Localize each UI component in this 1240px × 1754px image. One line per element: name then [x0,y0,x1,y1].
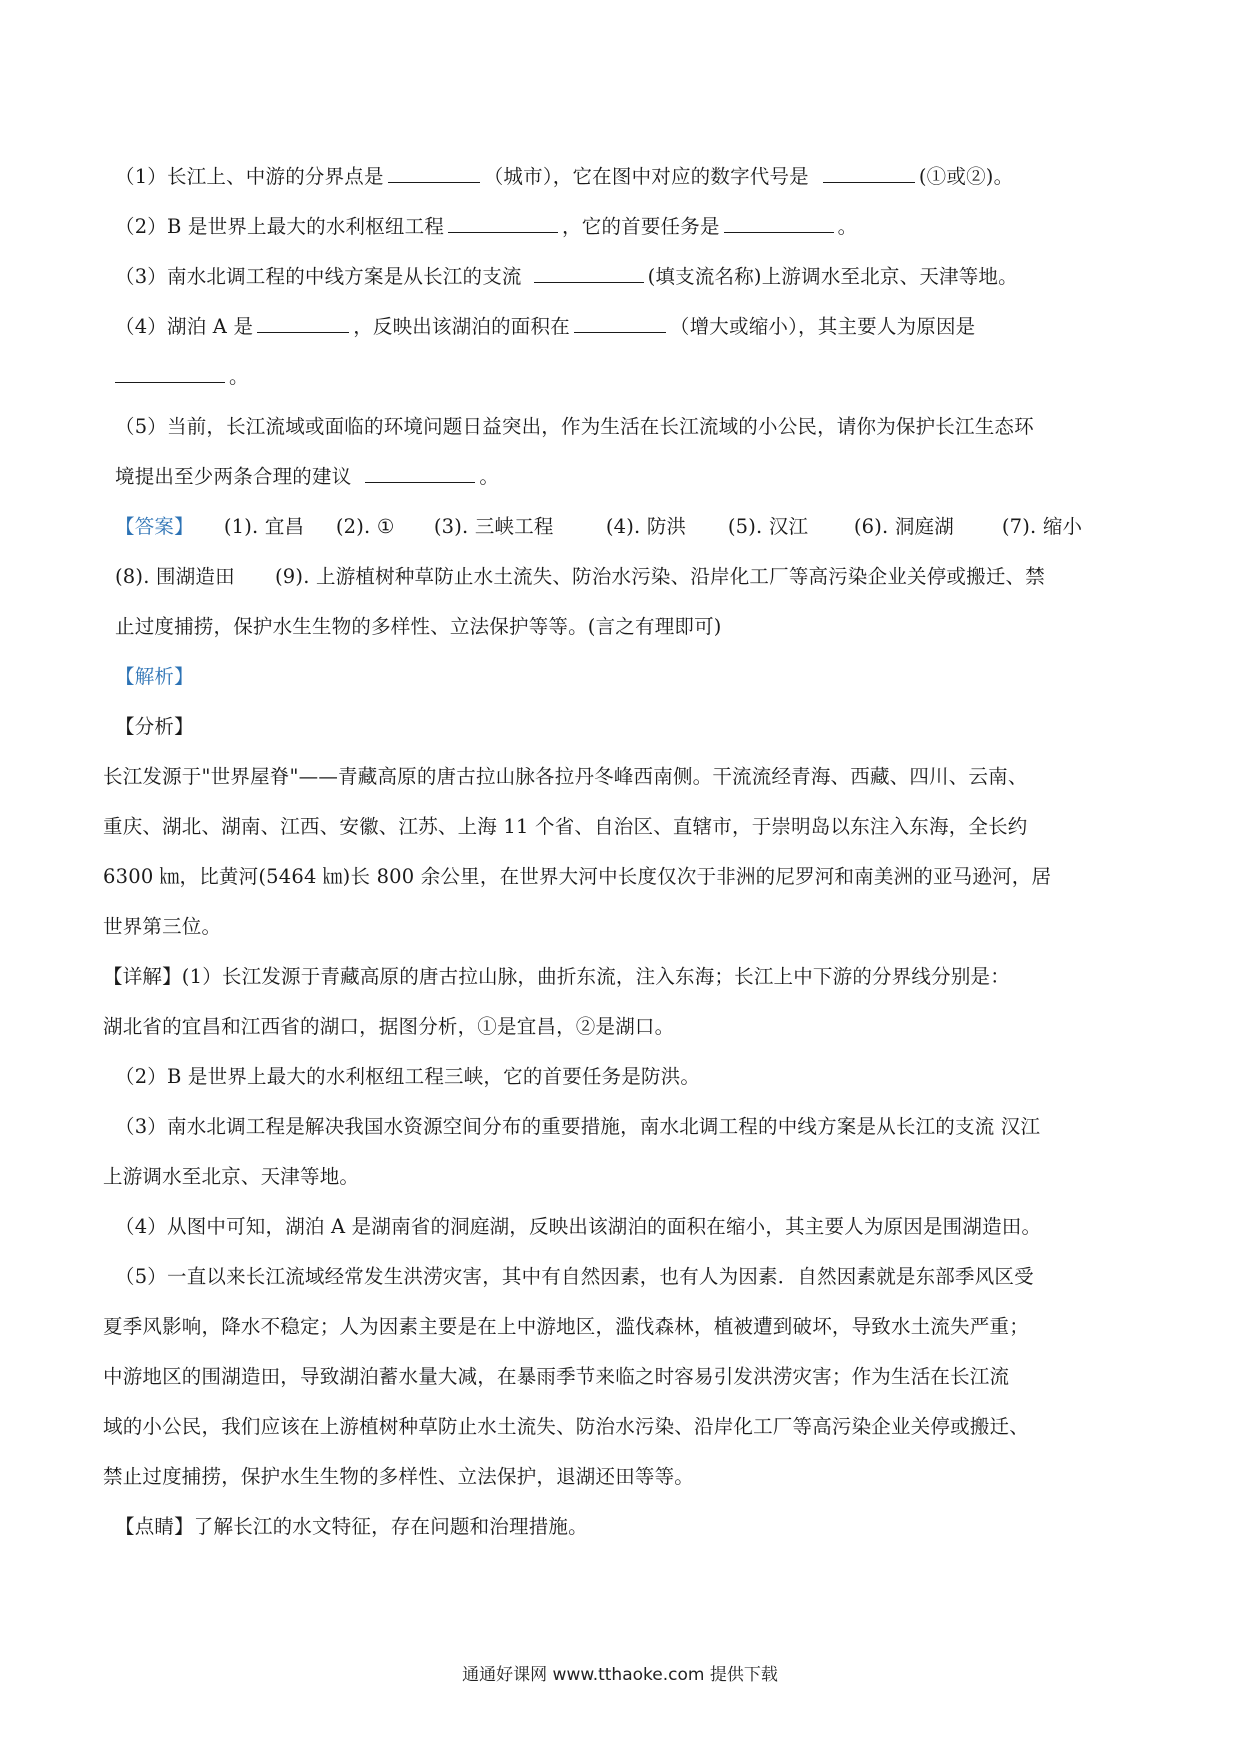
question-4-text: ，反映出该湖泊的面积在 [353,315,570,338]
answer-item: (9). 上游植树种草防止水土流失、防治水污染、沿岸化工厂等高污染企业关停或搬迁、禁 [275,565,1045,588]
question-5-text: 。 [479,465,500,488]
answer-blank [388,160,480,183]
question-1-text: （城市），它在图中对应的数字代号是 [483,165,809,188]
fenxi-line: 重庆、湖北、湖南、江西、安徽、江苏、上海 11 个省、自治区、直辖市，于崇明岛以东注入东海，全长约 [103,815,1028,838]
xiangjie-line: （4）从图中可知，湖泊 A 是湖南省的洞庭湖，反映出该湖泊的面积在缩小，其主要人为原因是围湖造田。 [115,1215,1042,1238]
xiangjie-line: 【详解】(1）长江发源于青藏高原的唐古拉山脉，曲折东流，注入东海；长江上中下游的分界线分别是： [103,965,1010,988]
fenxi-line: 世界第三位。 [103,915,222,938]
question-5 [115,402,1125,452]
question-3-text: （3）南水北调工程的中线方案是从长江的支流 [115,265,522,288]
answer-blank [724,210,834,233]
analysis-heading [115,652,1125,702]
xiangjie-paragraph [103,952,1125,1502]
xiangjie-line: 上游调水至北京、天津等地。 [103,1165,360,1188]
question-4-text: 。 [229,365,249,388]
answer-item: (3). 三峡工程 [433,515,554,538]
page-footer: 通通好课网 www.tthaoke.com 提供下载 [462,1665,778,1685]
xiangjie-line: 域的小公民，我们应该在上游植树种草防止水土流失、防治水污染、沿岸化工厂等高污染企业关停或搬迁、 [103,1415,1029,1438]
answer-item: (5). 汉江 [727,515,809,538]
question-3 [115,252,1125,302]
fenxi-line: 6300 ㎞，比黄河(5464 ㎞)长 800 余公里，在世界大河中长度仅次于非洲的尼罗河和南美洲的亚马逊河，居 [103,865,1052,888]
question-1-text: (①或②)。 [918,165,1014,188]
answer-blank [115,360,225,383]
fenxi-line: 长江发源于"世界屋脊"——青藏高原的唐古拉山脉各拉丹冬峰西南侧。干流流经青海、西藏、四川、云南、 [103,765,1028,788]
dianjing-line [115,1502,1125,1552]
answer-blank [534,260,644,283]
xiangjie-line: （5）一直以来长江流域经常发生洪涝灾害，其中有自然因素，也有人为因素．自然因素就是东部季风区受 [115,1265,1034,1288]
answer-item: (8). 围湖造田 [115,565,235,588]
answer-blank [257,310,349,333]
question-5-text: 境提出至少两条合理的建议 [115,465,352,488]
question-2-text: （2）B 是世界上最大的水利枢纽工程 [115,215,445,238]
answer-line-1 [115,502,1125,552]
question-2-text: ，它的首要任务是 [562,215,720,238]
question-5-cont [115,452,1125,502]
question-4-text: （4）湖泊 A 是 [115,315,254,338]
answer-item: (4). 防洪 [605,515,687,538]
answer-item: (7). 缩小 [1001,515,1083,538]
fenxi-heading [115,702,1125,752]
xiangjie-line: 夏季风影响，降水不稳定；人为因素主要是在上中游地区，滥伐森林，植被遭到破坏，导致水土流失严重； [103,1315,1029,1338]
document-body [103,152,1125,1552]
answer-blank [823,160,915,183]
answer-item: (2). ① [335,515,395,538]
answer-blank [365,460,475,483]
fenxi-label: 【分析】 [115,715,194,738]
answer-blank [448,210,558,233]
question-4 [115,302,1125,352]
xiangjie-line: （3）南水北调工程是解决我国水资源空间分布的重要措施，南水北调工程的中线方案是从长江的支流 汉江 [115,1115,1041,1138]
question-4-cont [115,352,1125,402]
question-1-text: （1）长江上、中游的分界点是 [115,165,384,188]
answer-line-2 [115,552,1125,602]
question-2 [115,202,1125,252]
answer-item: (1). 宜昌 [223,515,305,538]
analysis-label: 【解析】 [115,665,194,688]
question-3-text: (填支流名称)上游调水至北京、天津等地。 [647,265,1018,288]
xiangjie-line: 禁止过度捕捞，保护水生生物的多样性、立法保护，退湖还田等等。 [103,1465,695,1488]
answer-line-3 [115,602,1125,652]
xiangjie-line: 中游地区的围湖造田，导致湖泊蓄水量大减，在暴雨季节来临之时容易引发洪涝灾害；作为生活在长江流 [103,1365,1010,1388]
question-5-text: （5）当前，长江流域或面临的环境问题日益突出，作为生活在长江流域的小公民，请你为保护长江生态环 [115,415,1034,438]
answer-label: 【答案】 [115,515,194,538]
xiangjie-line: 湖北省的宜昌和江西省的湖口，据图分析，①是宜昌，②是湖口。 [103,1015,675,1038]
dianjing-text: 【点睛】了解长江的水文特征，存在问题和治理措施。 [115,1515,588,1538]
question-4-text: （增大或缩小），其主要人为原因是 [669,315,976,338]
answer-item: (6). 洞庭湖 [853,515,954,538]
answer-blank [574,310,666,333]
fenxi-paragraph [103,752,1125,952]
question-1 [115,152,1125,202]
answer-text: 止过度捕捞，保护水生生物的多样性、立法保护等等。(言之有理即可) [115,615,722,638]
xiangjie-line: （2）B 是世界上最大的水利枢纽工程三峡，它的首要任务是防洪。 [115,1065,701,1088]
question-2-text: 。 [837,215,858,238]
